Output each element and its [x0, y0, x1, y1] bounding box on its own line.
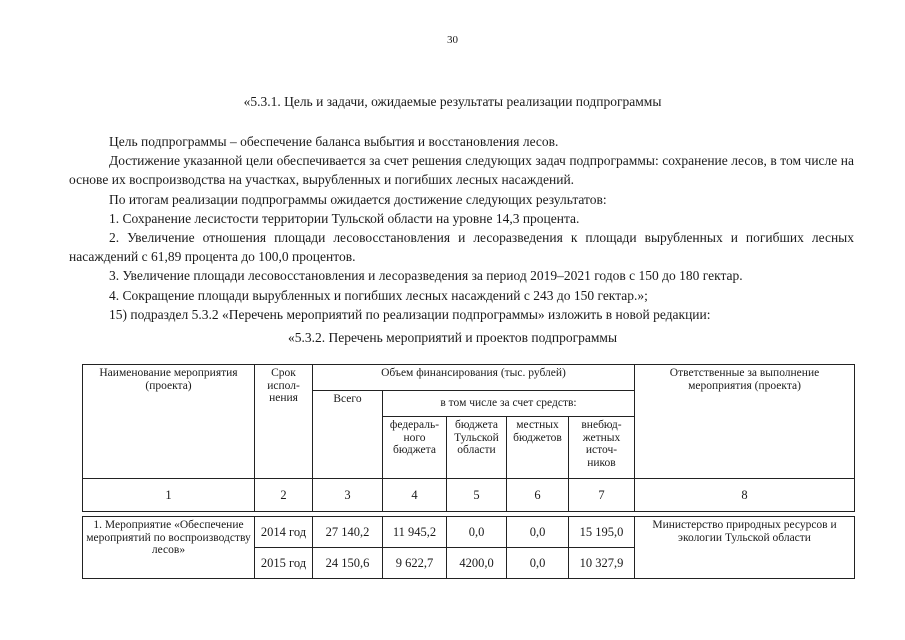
header-responsible: Ответственные за выполнение мероприятия (проекта): [635, 365, 855, 479]
header-total: Всего: [313, 391, 383, 479]
column-number: 7: [569, 479, 635, 512]
header-including: в том числе за счет средств:: [383, 391, 635, 417]
regional-cell: 4200,0: [447, 548, 507, 579]
paragraph: 2. Увеличение отношения площади лесовосстановления и лесоразведения к площади вырубленных и погибших лесных насаждений с 61,89 процента до 100,0 процентов.: [69, 230, 854, 265]
column-number: 1: [83, 479, 255, 512]
paragraph: 15) подраздел 5.3.2 «Перечень мероприятий по реализации подпрограммы» изложить в новой редакции:: [109, 306, 711, 322]
table-row: [83, 517, 855, 548]
column-number-row: [83, 479, 855, 512]
paragraph: Достижение указанной цели обеспечивается за счет решения следующих задач подпрограммы: сохранение лесов, в том числе на основе их воспроизводства на участках, вырубленных и погибших лесных насаждений.: [69, 153, 854, 188]
column-number: 3: [313, 479, 383, 512]
total-cell: 24 150,6: [313, 548, 383, 579]
paragraph: 1. Сохранение лесистости территории Тульской области на уровне 14,3 процента.: [109, 210, 580, 226]
total-cell: 27 140,2: [313, 517, 383, 548]
column-number: 2: [255, 479, 313, 512]
paragraph: 4. Сокращение площади вырубленных и погибших лесных насаждений с 243 до 150 гектар.»;: [109, 287, 648, 303]
paragraph: По итогам реализации подпрограммы ожидается достижение следующих результатов:: [109, 191, 607, 207]
local-cell: 0,0: [507, 548, 569, 579]
regional-cell: 0,0: [447, 517, 507, 548]
federal-cell: 11 945,2: [383, 517, 447, 548]
column-number: 4: [383, 479, 447, 512]
extra-cell: 15 195,0: [569, 517, 635, 548]
column-number: 8: [635, 479, 855, 512]
header-local: местных бюджетов: [507, 417, 569, 479]
header-row: [83, 365, 855, 391]
table-title: «5.3.2. Перечень мероприятий и проектов подпрограммы: [287, 330, 618, 345]
extra-cell: 10 327,9: [569, 548, 635, 579]
header-funding: Объем финансирования (тыс. рублей): [313, 365, 635, 391]
section-title: «5.3.1. Цель и задачи, ожидаемые результаты реализации подпрограммы: [243, 94, 662, 109]
column-number: 6: [507, 479, 569, 512]
header-regional: бюджета Тульской области: [447, 417, 507, 479]
header-term: Срок испол-нения: [255, 365, 313, 479]
column-number: 5: [447, 479, 507, 512]
body-text: [69, 132, 854, 324]
page-number: 30: [447, 34, 458, 46]
year-cell: 2014 год: [255, 517, 313, 548]
responsible-cell: Министерство природных ресурсов и экологии Тульской области: [635, 517, 855, 579]
event-name: 1. Мероприятие «Обеспечение мероприятий по воспроизводству лесов»: [83, 517, 255, 579]
paragraph: Цель подпрограммы – обеспечение баланса выбытия и восстановления лесов.: [109, 134, 559, 149]
local-cell: 0,0: [507, 517, 569, 548]
header-extra: внебюд-жетных источ-ников: [569, 417, 635, 479]
events-table: [82, 364, 855, 579]
year-cell: 2015 год: [255, 548, 313, 579]
federal-cell: 9 622,7: [383, 548, 447, 579]
header-name: Наименование мероприятия (проекта): [83, 365, 255, 479]
paragraph: 3. Увеличение площади лесовосстановления и лесоразведения за период 2019–2021 годов с 150 до 180 гектар.: [109, 268, 743, 284]
header-federal: федераль-ного бюджета: [383, 417, 447, 479]
